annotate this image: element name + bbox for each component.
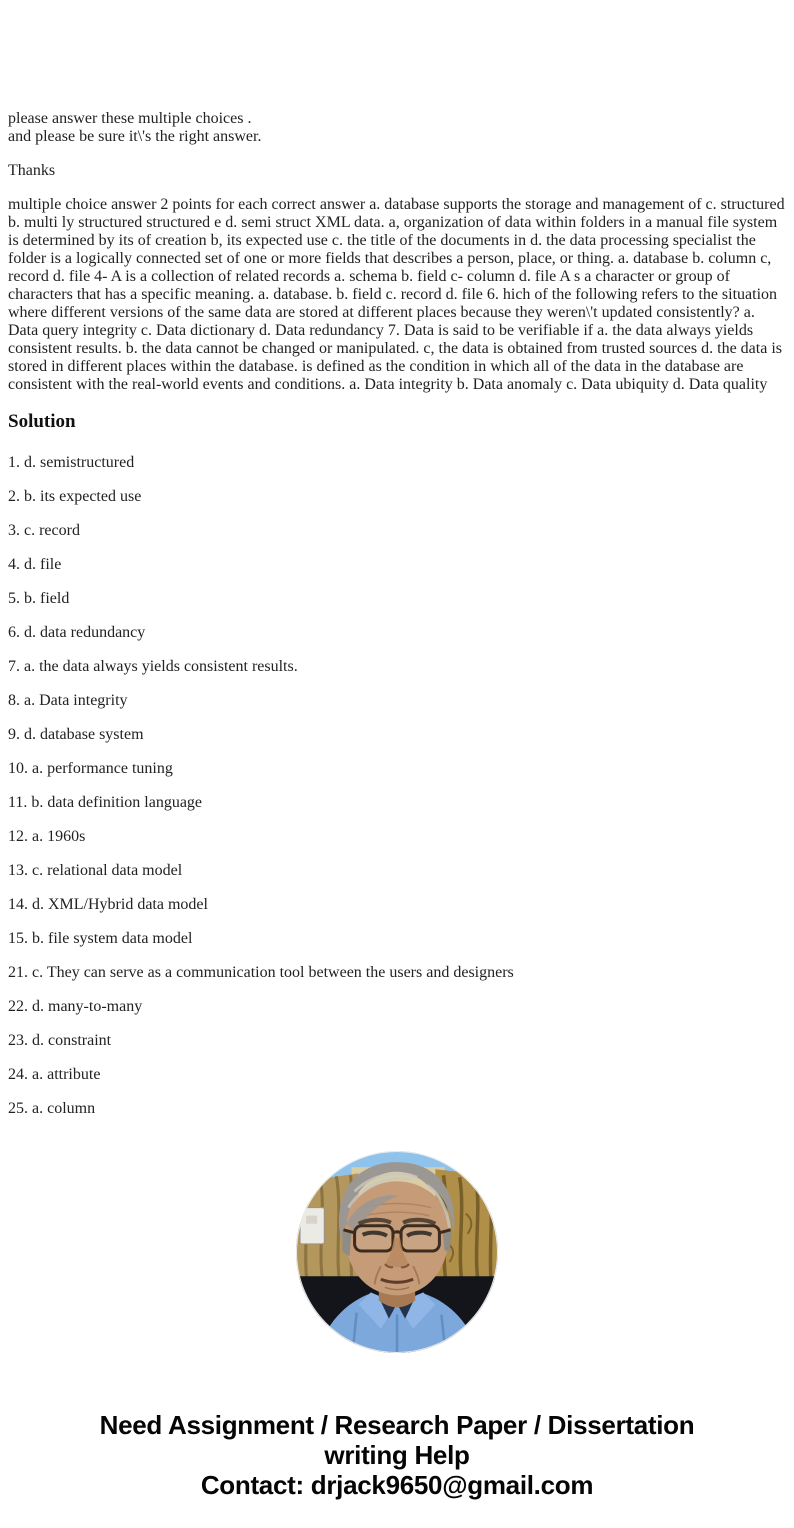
footer-heading-line-2: writing Help (324, 1440, 470, 1470)
avatar-photo (296, 1151, 498, 1353)
answer-item-1: 1. d. semistructured (8, 454, 135, 471)
answer-item-24: 24. a. attribute (8, 1066, 101, 1083)
answer-item-3: 3. c. record (8, 522, 80, 539)
answer-item-22: 22. d. many-to-many (8, 998, 143, 1015)
answer-item-9: 9. d. database system (8, 726, 144, 743)
question-paragraph: multiple choice answer 2 points for each correct answer a. database supports the storage and management of c. structured b. multi ly structured structured e d. semi struct XML data. a, organization of data within folders in a manual file system is determined by its of creation b, its expected use c. the title of the documents in d. the data processing specialist the folder is a logically connected set of one or more fields that describes a person, place, or thing. a. database b. column c, record d. file 4- A is a collection of related records a. schema b. field c- column d. file A s a character or group of characters that has a specific meaning. a. database. b. field c. record d. file 6. hich of the following refers to the situation where different versions of the same data are stored at different places because they weren\'t updated consistently? a. Data query integrity c. Data dictionary d. Data redundancy 7. Data is said to be verifiable if a. the data always yields consistent results. b. the data cannot be changed or manipulated. c, the data is obtained from trusted sources d. the data is stored in different places within the database. is defined as the condition in which all of the data in the database are consistent with the real-world events and conditions. a. Data integrity b. Data anomaly c. Data ubiquity d. Data quality (8, 196, 785, 393)
avatar-switch-plate (300, 1208, 324, 1244)
avatar-container (8, 1151, 786, 1358)
answer-item-15: 15. b. file system data model (8, 930, 193, 947)
answer-item-2: 2. b. its expected use (8, 488, 142, 505)
intro-line-1: please answer these multiple choices . (8, 110, 252, 127)
answer-item-6: 6. d. data redundancy (8, 624, 146, 641)
answer-item-25: 25. a. column (8, 1100, 96, 1117)
intro-line-2: and please be sure it\'s the right answer. (8, 128, 262, 145)
footer-banner (8, 1410, 786, 1500)
thanks-text: Thanks (8, 162, 56, 179)
answer-item-8: 8. a. Data integrity (8, 692, 128, 709)
answer-item-7: 7. a. the data always yields consistent results. (8, 658, 298, 675)
footer-contact-email: Contact: drjack9650@gmail.com (200, 1470, 594, 1500)
answer-item-11: 11. b. data definition language (8, 794, 203, 811)
footer-heading-line-1: Need Assignment / Research Paper / Dissertation (99, 1410, 695, 1440)
answer-item-12: 12. a. 1960s (8, 828, 86, 845)
answer-item-5: 5. b. field (8, 590, 70, 607)
answer-item-4: 4. d. file (8, 556, 62, 573)
answer-item-13: 13. c. relational data model (8, 862, 183, 879)
answer-item-14: 14. d. XML/Hybrid data model (8, 896, 208, 913)
solution-heading: Solution (8, 411, 76, 432)
answer-item-10: 10. a. performance tuning (8, 760, 173, 777)
answer-item-23: 23. d. constraint (8, 1032, 112, 1049)
intro-paragraph (8, 110, 786, 146)
answer-item-21: 21. c. They can serve as a communication tool between the users and designers (8, 964, 514, 981)
